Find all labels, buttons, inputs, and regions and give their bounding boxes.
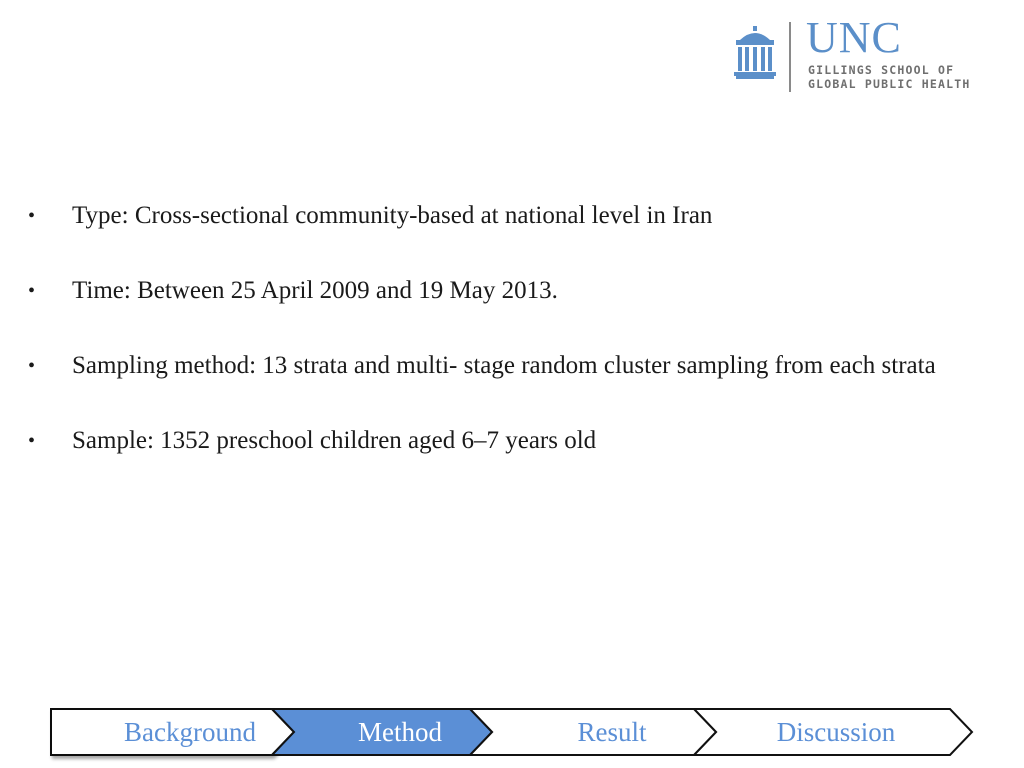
nav-label-result[interactable]: Result (577, 717, 647, 747)
nav-label-discussion[interactable]: Discussion (776, 717, 896, 747)
logo-subtitle-line2: GLOBAL PUBLIC HEALTH (808, 77, 971, 91)
logo-unc-text: UNC (806, 13, 902, 62)
bullet-dot-icon: • (28, 355, 36, 377)
methods-bullet-list (28, 182, 968, 482)
bullet-text: Sampling method: 13 strata and multi- stage random cluster sampling from each strata (72, 352, 936, 379)
unc-gillings-logo (734, 13, 1006, 94)
nav-label-background[interactable]: Background (124, 717, 256, 747)
bullet-dot-icon: • (28, 430, 36, 452)
old-well-icon (734, 26, 776, 80)
bullet-sampling-method (28, 332, 968, 400)
section-navigation (50, 708, 980, 758)
bullet-text: Sample: 1352 preschool children aged 6–7 years old (72, 427, 597, 454)
bullet-time (28, 257, 968, 325)
bullet-text: Time: Between 25 April 2009 and 19 May 2013. (72, 277, 558, 304)
bullet-dot-icon: • (28, 280, 36, 302)
bullet-dot-icon: • (28, 205, 36, 227)
nav-label-method[interactable]: Method (358, 717, 442, 747)
logo-subtitle-line1: GILLINGS SCHOOL OF (808, 63, 955, 77)
logo-divider (789, 22, 791, 92)
bullet-text: Type: Cross-sectional community-based at national level in Iran (72, 202, 713, 229)
bullet-type (28, 182, 968, 250)
bullet-sample (28, 407, 968, 475)
